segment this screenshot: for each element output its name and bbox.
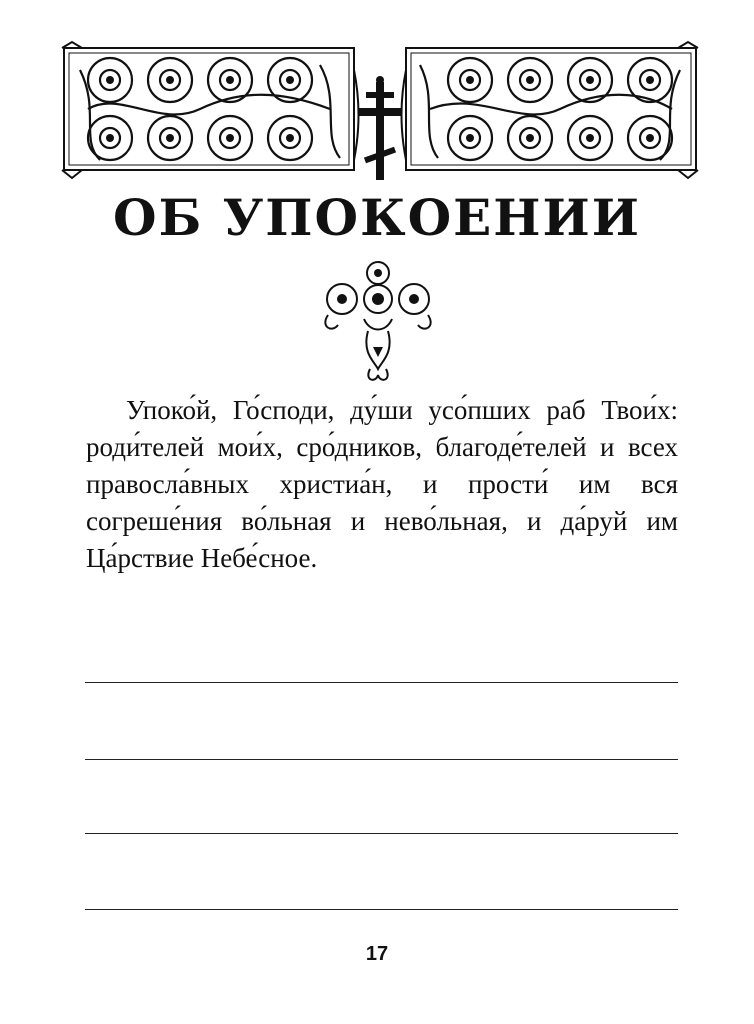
floral-banner-icon [60, 40, 700, 186]
floral-cross-icon [318, 257, 438, 385]
prayer-text: Упоко́й, Го́споди, ду́ши усо́пших раб Твои́х: роди́телей мои́х, сро́дников, благоде́телей и всех правосла́вных христиа́н, и прости́ им вся согреше́ния во́льная и нево́льная, и да́руй им Ца́рствие Небе́сное. [86, 395, 678, 573]
write-line-4 [85, 909, 678, 910]
ornamental-header-banner [60, 40, 700, 186]
page-title: ОБ УПОКОЕНИИ [113, 188, 641, 247]
write-line-2 [85, 759, 678, 760]
write-line-3 [85, 833, 678, 834]
page-number: 17 [365, 943, 389, 965]
ornamental-cross-divider [318, 257, 438, 385]
write-line-1 [85, 682, 678, 683]
